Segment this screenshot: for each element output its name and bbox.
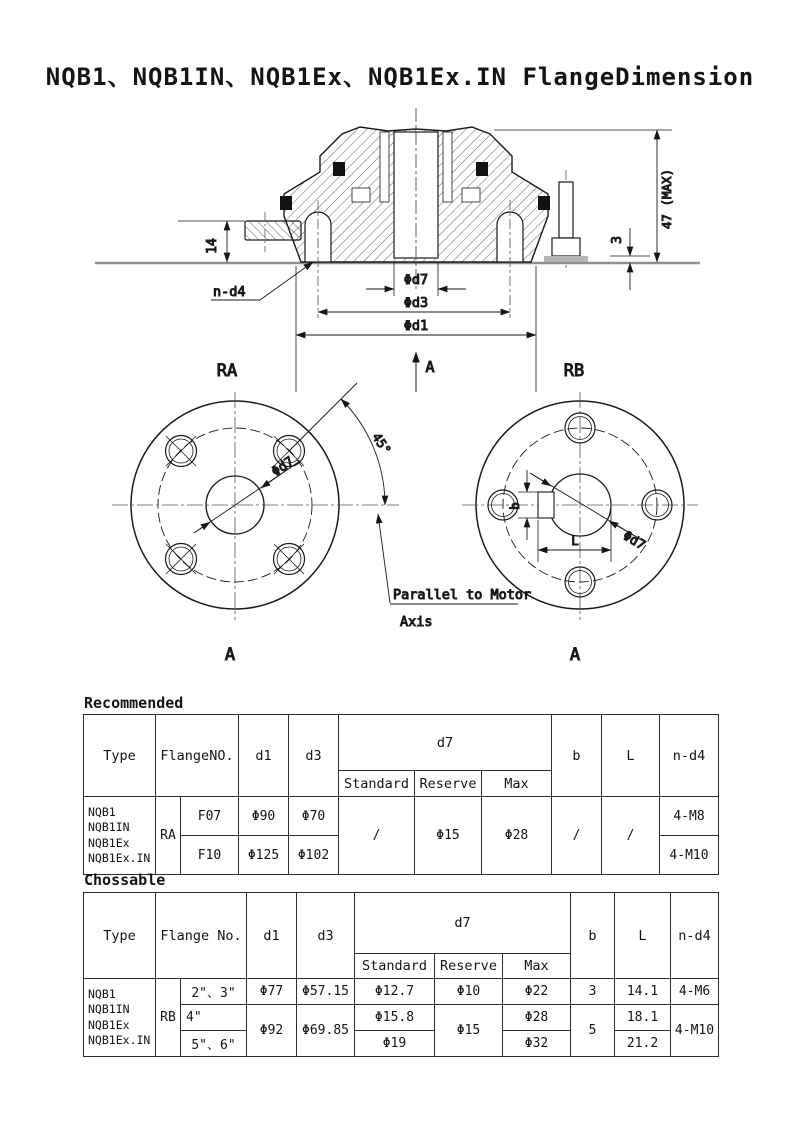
rec-row1-n-d4: 4-M8 bbox=[660, 797, 719, 836]
cho-type-line-4: NQB1Ex.IN bbox=[88, 1032, 151, 1047]
rec-header-max: Max bbox=[482, 771, 552, 797]
rec-type-line-1: NQB1 bbox=[88, 804, 116, 819]
recommended-caption: Recommended bbox=[84, 694, 184, 712]
seal-inner-left bbox=[333, 162, 345, 176]
ra-bolt-hole-sw bbox=[166, 544, 197, 575]
cho-header-type: Type bbox=[84, 893, 156, 979]
rec-header-type: Type bbox=[84, 715, 156, 797]
rec-shared-b: / bbox=[552, 797, 602, 875]
rb-view-label: RB bbox=[563, 361, 585, 381]
cho-merged-d3: Φ69.85 bbox=[297, 1005, 355, 1057]
seal-outer-left bbox=[280, 196, 292, 210]
d3-dim-label: Φd3 bbox=[403, 295, 429, 311]
cho-row1-reserve: Φ10 bbox=[435, 979, 503, 1005]
cho-row2-max: Φ28 bbox=[503, 1005, 571, 1031]
rec-shared-max: Φ28 bbox=[482, 797, 552, 875]
cho-row1-d1: Φ77 bbox=[247, 979, 297, 1005]
cho-row1-max: Φ22 bbox=[503, 979, 571, 1005]
rec-row1-d1: Φ90 bbox=[239, 797, 289, 836]
n-d4-leader bbox=[260, 262, 313, 300]
cho-merged-d1: Φ92 bbox=[247, 1005, 297, 1057]
rec-row1-d3: Φ70 bbox=[289, 797, 339, 836]
rec-row2-d3: Φ102 bbox=[289, 836, 339, 875]
view-rb bbox=[462, 361, 698, 665]
ra-view-label: RA bbox=[216, 361, 238, 381]
rec-shared-reserve: Φ15 bbox=[415, 797, 482, 875]
rec-header-reserve: Reserve bbox=[415, 771, 482, 797]
cho-header-b: b bbox=[571, 893, 615, 979]
rec-header-d3: d3 bbox=[289, 715, 339, 797]
rec-shared-l: / bbox=[602, 797, 660, 875]
cross-section-view bbox=[95, 108, 700, 392]
rec-type-line-2: NQB1IN bbox=[88, 820, 130, 835]
rec-type-line-4: NQB1Ex.IN bbox=[88, 850, 151, 865]
rec-header-l: L bbox=[602, 715, 660, 797]
cho-row1-standard: Φ12.7 bbox=[355, 979, 435, 1005]
rb-bottom-mark: A bbox=[569, 645, 581, 665]
chossable-caption: Chossable bbox=[84, 871, 166, 889]
d7-dim-label: Φd7 bbox=[403, 272, 429, 288]
seal-outer-right bbox=[538, 196, 550, 210]
cho-merged-reserve: Φ15 bbox=[435, 1005, 503, 1057]
parallel-axis-note bbox=[378, 514, 531, 630]
rec-row2-n-d4: 4-M10 bbox=[660, 836, 719, 875]
cho-type-line-2: NQB1IN bbox=[88, 1002, 130, 1017]
cho-row2-standard: Φ15.8 bbox=[355, 1005, 435, 1031]
recommended-table bbox=[83, 714, 719, 875]
cho-type-cell bbox=[84, 979, 156, 1057]
view-ra bbox=[112, 361, 399, 665]
cho-row3-l: 21.2 bbox=[615, 1031, 671, 1057]
chossable-table bbox=[83, 892, 719, 1057]
ra-45-arc bbox=[341, 399, 385, 505]
stud-shaft bbox=[559, 182, 573, 238]
cho-header-max: Max bbox=[503, 954, 571, 979]
mounting-plate-section bbox=[245, 221, 301, 240]
cho-type-line-1: NQB1 bbox=[88, 986, 116, 1001]
cho-header-d1: d1 bbox=[247, 893, 297, 979]
cho-row2-l: 18.1 bbox=[615, 1005, 671, 1031]
stud-nut bbox=[552, 238, 580, 256]
rec-shared-standard: / bbox=[339, 797, 415, 875]
cho-row1-n-d4: 4-M6 bbox=[671, 979, 719, 1005]
sleeve-gap-left bbox=[380, 132, 389, 202]
cho-header-flange-no: Flange No. bbox=[156, 893, 247, 979]
rb-l-label: L bbox=[571, 533, 579, 548]
ra-bolt-hole-nw bbox=[166, 436, 197, 467]
rec-header-standard: Standard bbox=[339, 771, 415, 797]
note-line2: Axis bbox=[400, 614, 433, 630]
cho-merged-n-d4: 4-M10 bbox=[671, 1005, 719, 1057]
rec-type-line-3: NQB1Ex bbox=[88, 835, 130, 850]
cho-header-standard: Standard bbox=[355, 954, 435, 979]
cho-row3-max: Φ32 bbox=[503, 1031, 571, 1057]
rec-row1-flange: F07 bbox=[181, 797, 239, 836]
ra-bolt-hole-se bbox=[274, 544, 305, 575]
cho-row1-l: 14.1 bbox=[615, 979, 671, 1005]
rb-d7-arrow-1 bbox=[530, 473, 551, 486]
section-arrow-label: A bbox=[425, 358, 435, 376]
rec-header-b: b bbox=[552, 715, 602, 797]
ra-bottom-mark: A bbox=[224, 645, 236, 665]
rec-row2-flange: F10 bbox=[181, 836, 239, 875]
cho-type-line-3: NQB1Ex bbox=[88, 1017, 130, 1032]
rec-header-d1: d1 bbox=[239, 715, 289, 797]
rec-header-d7: d7 bbox=[339, 715, 552, 771]
dim3-label: 3 bbox=[610, 236, 625, 244]
cho-row1-flange: 2"、3" bbox=[181, 979, 247, 1005]
note-line1: Parallel to Motor bbox=[393, 587, 532, 603]
cho-header-d3: d3 bbox=[297, 893, 355, 979]
cho-row1-b: 3 bbox=[571, 979, 615, 1005]
cho-merged-b: 5 bbox=[571, 1005, 615, 1057]
cho-row3-standard: Φ19 bbox=[355, 1031, 435, 1057]
cho-row2-flange: 4" bbox=[181, 1005, 247, 1031]
step-pocket-left bbox=[352, 188, 370, 202]
sleeve-gap-right bbox=[443, 132, 452, 202]
ra-45-radial-line bbox=[289, 383, 357, 451]
stud-washer bbox=[544, 256, 588, 262]
cho-header-l: L bbox=[615, 893, 671, 979]
rec-header-n-d4: n-d4 bbox=[660, 715, 719, 797]
cho-group-cell: RB bbox=[156, 979, 181, 1057]
technical-drawing bbox=[0, 100, 800, 680]
note-leader-line bbox=[378, 514, 390, 603]
ra-d7-label: Φd7 bbox=[269, 454, 297, 480]
cho-row3-flange: 5"、6" bbox=[181, 1031, 247, 1057]
cho-header-n-d4: n-d4 bbox=[671, 893, 719, 979]
ra-45-label: 45° bbox=[369, 429, 395, 458]
rb-d7-label: Φd7 bbox=[619, 528, 648, 554]
rec-group-cell: RA bbox=[156, 797, 181, 875]
cho-row1-d3: Φ57.15 bbox=[297, 979, 355, 1005]
seal-inner-right bbox=[476, 162, 488, 176]
d1-dim-label: Φd1 bbox=[403, 318, 429, 334]
page-title: NQB1、NQB1IN、NQB1Ex、NQB1Ex.IN FlangeDimension bbox=[45, 63, 755, 91]
n-d4-callout-label: n-d4 bbox=[213, 284, 246, 300]
rec-type-cell bbox=[84, 797, 156, 875]
ra-d7-arrow-1 bbox=[194, 522, 210, 533]
dim47-label: 47 (MAX) bbox=[659, 168, 674, 230]
rb-b-label: b bbox=[507, 502, 522, 510]
cho-header-d7: d7 bbox=[355, 893, 571, 954]
rb-keyway bbox=[538, 492, 554, 518]
dim14-label: 14 bbox=[205, 238, 220, 254]
rec-header-flange-no: FlangeNO. bbox=[156, 715, 239, 797]
cho-header-reserve: Reserve bbox=[435, 954, 503, 979]
rec-row2-d1: Φ125 bbox=[239, 836, 289, 875]
step-pocket-right bbox=[462, 188, 480, 202]
